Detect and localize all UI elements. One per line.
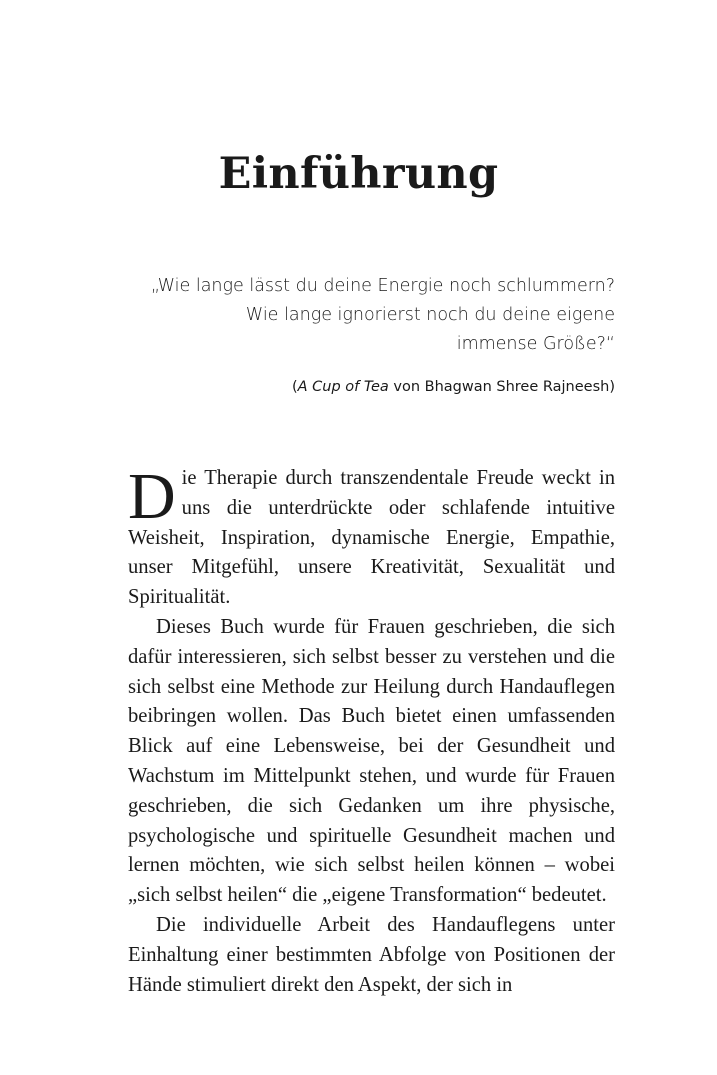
epigraph-attribution bbox=[95, 376, 615, 398]
paragraph: Dieses Buch wurde für Frauen geschrieben, die sich dafür interessieren, sich selbst besser zu verstehen und die sich selbst eine Methode zur Heilung durch Handauflegen beibringen wollen. Das Buch bietet einen umfassenden Blick auf eine Lebensweise, bei der Gesundheit und Wachstum im Mittelpunkt stehen, und wurde für Frauen geschrieben, die sich Gedanken um ihre physische, psychologische und spirituelle Gesundheit machen und lernen möchten, wie sich selbst heilen können – wobei „sich selbst heilen“ die „eigene Transformation“ bedeutet. bbox=[128, 615, 615, 907]
attribution-work-title: A Cup of Tea bbox=[297, 379, 389, 395]
paragraph: Die individuelle Arbeit des Handauflegens unter Einhaltung einer bestimmten Abfolge von Positionen der Hände stimuliert direkt den Aspekt, der sich in bbox=[128, 913, 615, 996]
chapter-title: Einführung bbox=[218, 149, 499, 199]
attribution-author: von Bhagwan Shree Rajneesh) bbox=[388, 379, 615, 395]
body-text bbox=[128, 460, 615, 1000]
paragraph bbox=[128, 460, 615, 613]
attribution-open: ( bbox=[291, 379, 298, 395]
paragraph-text: ie Therapie durch transzendentale Freude weckt in uns die unterdrückte oder schlafende intuitive Weisheit, Inspiration, dynamische Energie, Empathie, unser Mitgefühl, unsere Kreativität, Sexualität und Spiritualität. bbox=[128, 467, 615, 609]
epigraph-line: „Wie lange lässt du deine Energie noch schlummern? bbox=[150, 276, 615, 296]
epigraph-line: immense Größe?“ bbox=[456, 334, 615, 354]
epigraph-line: Wie lange ignorierst noch du deine eigene bbox=[245, 305, 615, 325]
epigraph-quote bbox=[95, 272, 615, 359]
drop-cap: D bbox=[128, 460, 176, 533]
